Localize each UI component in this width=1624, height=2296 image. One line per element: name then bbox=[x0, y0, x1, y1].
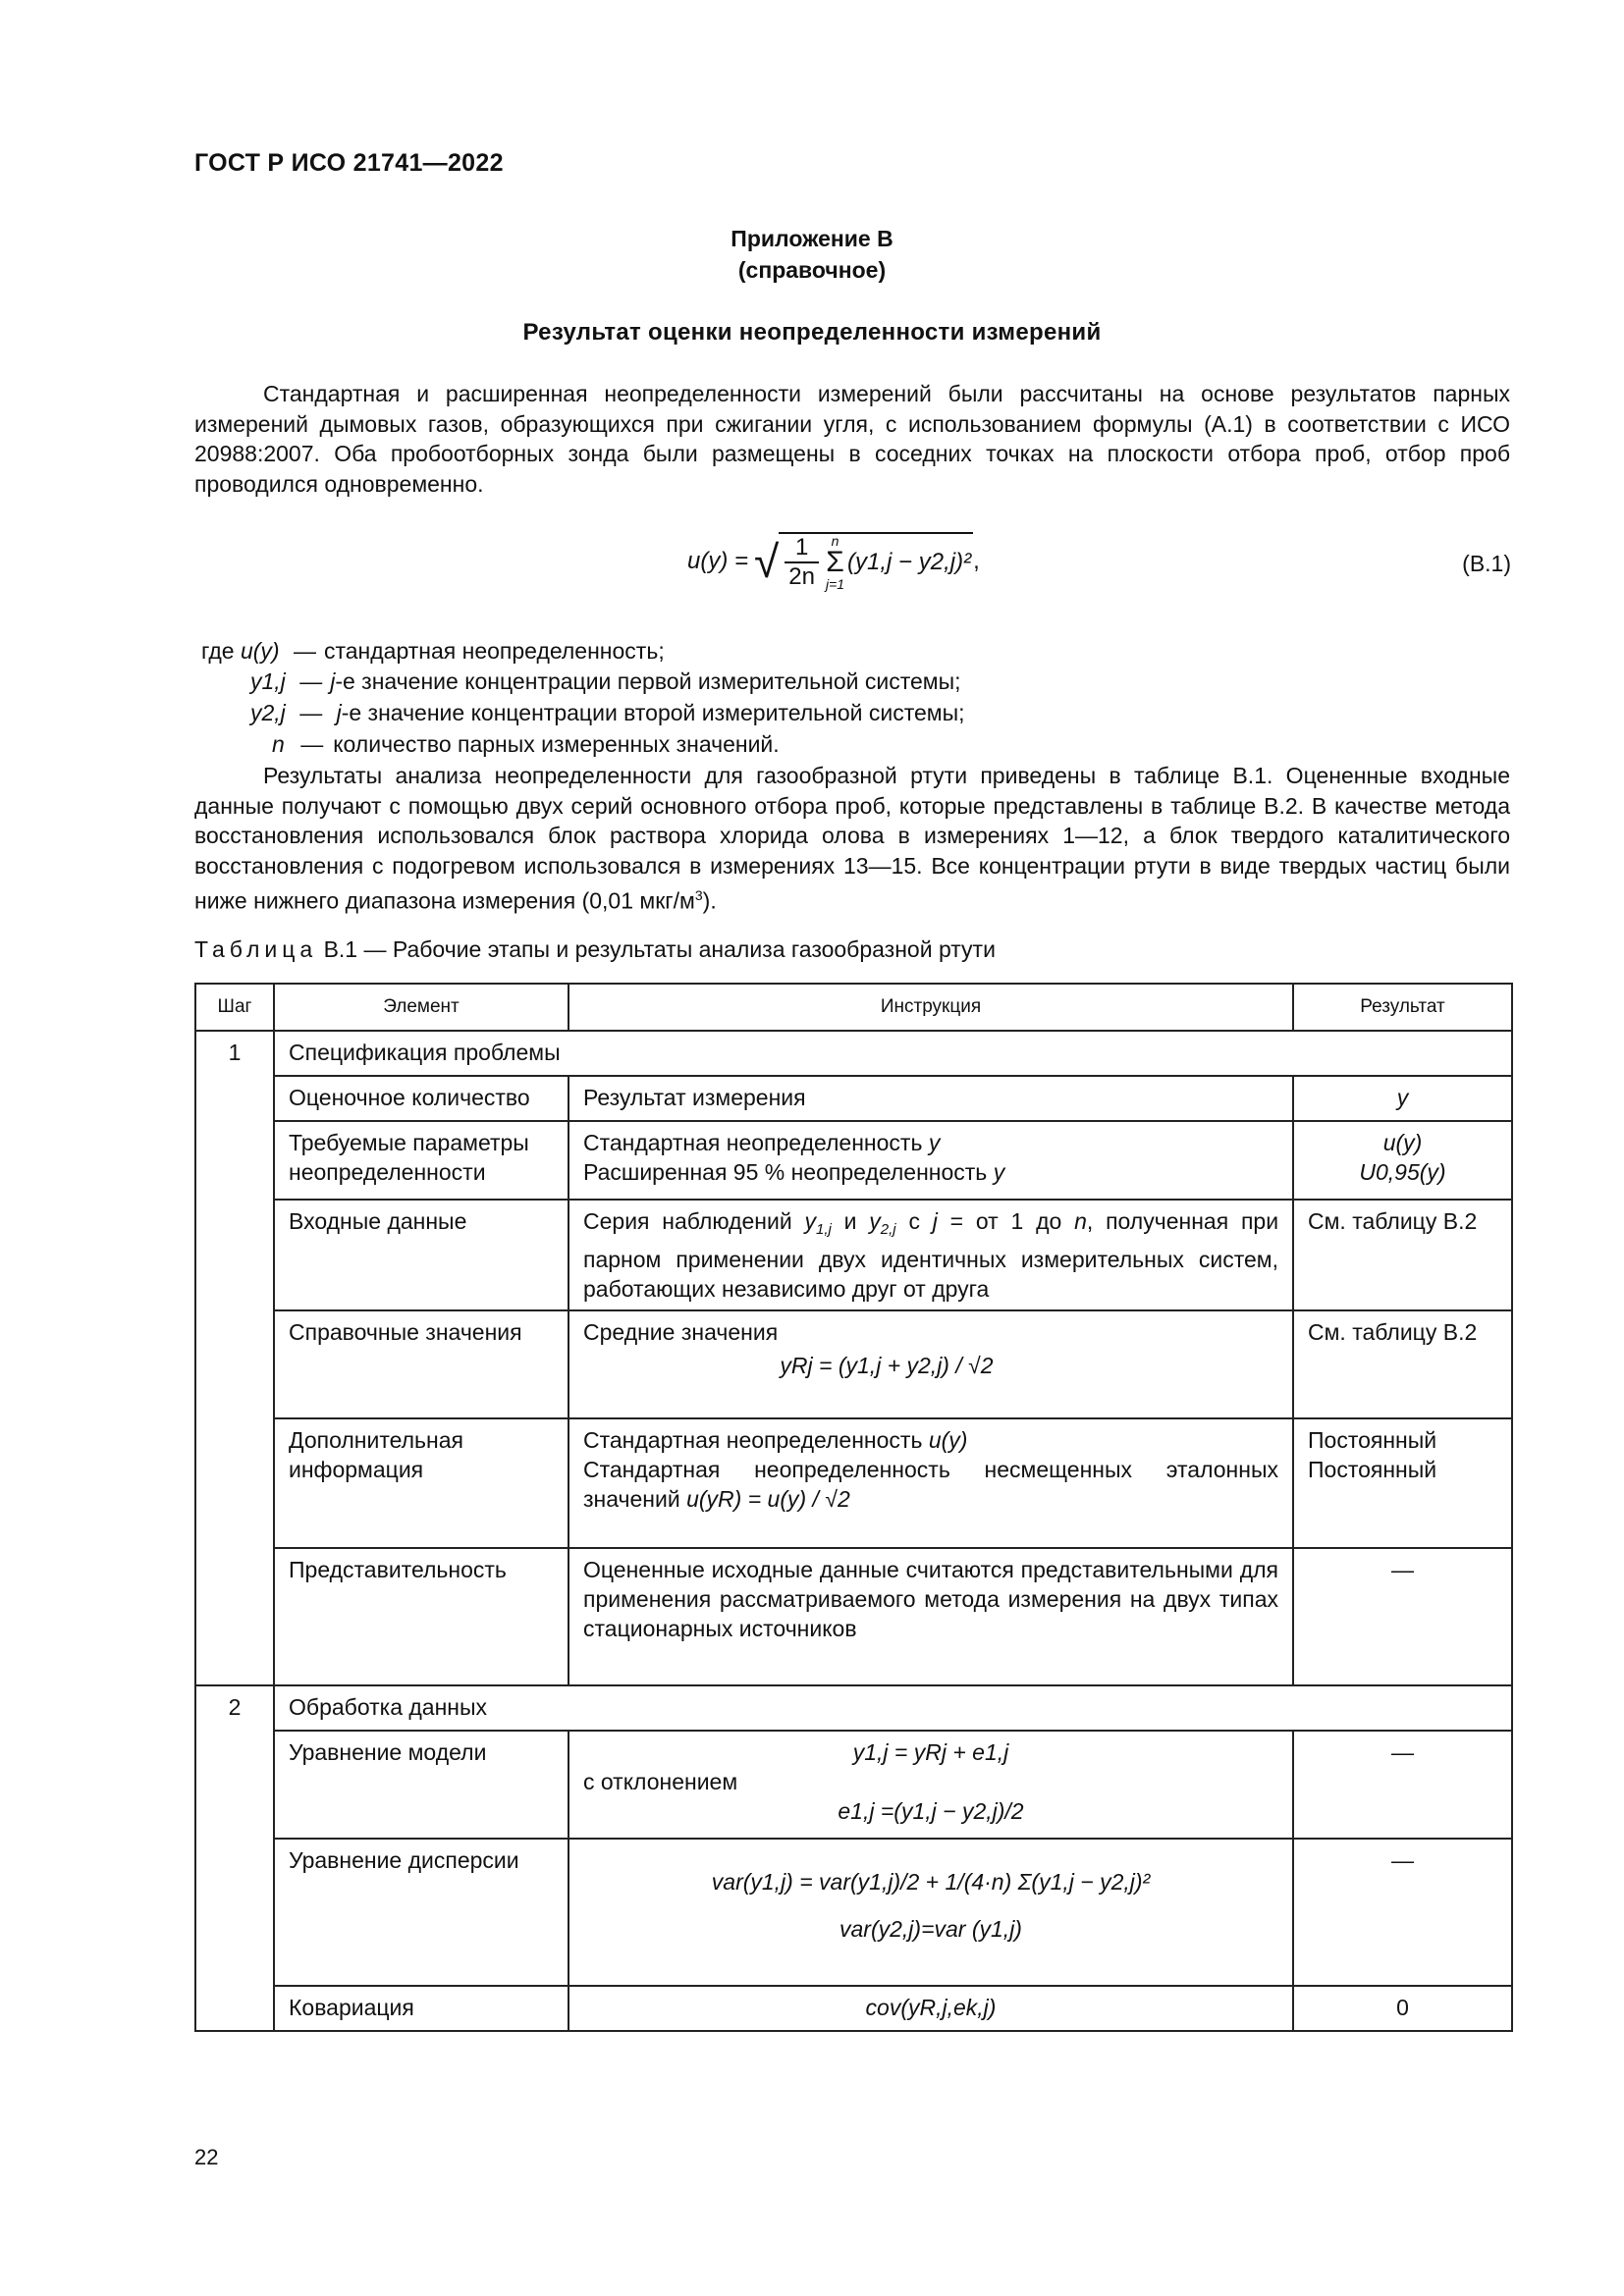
col-header-element: Элемент bbox=[274, 984, 568, 1031]
results-paragraph: Результаты анализа неопределенности для газообразной ртути приведены в таблице В.1. Оцененные входные данные получают с помощью двух серий основного отбора проб, которые представлены в таблице В.2. В качестве метода восстановления использовался блок раствора хлорида олова в измерениях 1—12, а блок твердого каталитического восстановления с подогревом использовался в измерениях 13—15. Все концентрации ртути в виде твердых частиц были ниже нижнего диапазона измерения (0,01 мкг/$м^3$). bbox=[194, 763, 1510, 914]
table-row bbox=[195, 1839, 1512, 1986]
col-header-instruction: Инструкция bbox=[568, 984, 1293, 1031]
cell-result: См. таблицу В.2 bbox=[1293, 1310, 1512, 1418]
cell-result: y bbox=[1293, 1076, 1512, 1121]
table-row bbox=[195, 1031, 1512, 1076]
table-row bbox=[195, 1076, 1512, 1121]
section-title: Результат оценки неопределенности измерений bbox=[522, 319, 1102, 346]
col-header-result: Результат bbox=[1293, 984, 1512, 1031]
cell-instruction: var(y1,j) = var(y1,j)/2 + 1/(4·n) Σ(y1,j − y2,j)² var(y2,j)=var (y1,j) bbox=[568, 1839, 1293, 1986]
formula-b1: u(y) = √ $\frac{1}{2n}$ n Σ j=1 (y1,j − y2,j)² , bbox=[687, 533, 980, 592]
cell-element: Входные данные bbox=[274, 1200, 568, 1310]
step-title: Спецификация проблемы bbox=[274, 1031, 1512, 1076]
table-row bbox=[195, 1548, 1512, 1685]
cell-instruction: y1,j = yRj + e1,j с отклонением e1,j =(y1,j − y2,j)/2 bbox=[568, 1731, 1293, 1839]
formula-body: (y1,j − y2,j)² bbox=[847, 549, 972, 575]
cell-instruction: Результат измерения bbox=[568, 1076, 1293, 1121]
step-title: Обработка данных bbox=[274, 1685, 1512, 1731]
step-number: 2 bbox=[195, 1685, 274, 2031]
table-header-row bbox=[195, 984, 1512, 1031]
page-number: 22 bbox=[194, 2145, 219, 2169]
where-item-y2: y2,j — j-е значение концентрации второй измерительной системы; bbox=[250, 700, 965, 725]
step-number: 1 bbox=[195, 1031, 274, 1685]
cell-instruction: Стандартная неопределенность u(y) Стандартная неопределенность несмещенных эталонных значений u(yR) = u(y) / √2 bbox=[568, 1418, 1293, 1548]
appendix-status: (справочное) bbox=[737, 257, 887, 283]
cell-instruction: Серия наблюдений $y_{1,j}$ и $y_{2,j}$ с j = от 1 до n, полученная при парном применении двух идентичных измерительных систем, работающих независимо друг от друга bbox=[568, 1200, 1293, 1310]
reference-formula: yRj = (y1,j + y2,j) / √2 bbox=[780, 1353, 994, 1378]
cell-element: Дополнительная информация bbox=[274, 1418, 568, 1548]
cell-result: — bbox=[1293, 1731, 1512, 1839]
cell-element: Уравнение дисперсии bbox=[274, 1839, 568, 1986]
variance-formula: var(y1,j) = var(y1,j)/2 + 1/(4·n) Σ(y1,j − y2,j)² bbox=[711, 1869, 1151, 1895]
table-caption: Таблица В.1 — Рабочие этапы и результаты анализа газообразной ртути bbox=[194, 936, 996, 962]
document-header: ГОСТ Р ИСО 21741—2022 bbox=[194, 149, 504, 177]
cell-element: Оценочное количество bbox=[274, 1076, 568, 1121]
cell-element: Ковариация bbox=[274, 1986, 568, 2031]
formula-number: (В.1) bbox=[1462, 551, 1511, 576]
cell-result: u(y) U0,95(y) bbox=[1293, 1121, 1512, 1200]
table-row bbox=[195, 1200, 1512, 1310]
where-item-y1: y1,j — j-е значение концентрации первой измерительной системы; bbox=[250, 668, 961, 694]
cell-instruction: Средние значения yRj = (y1,j + y2,j) / √2 bbox=[568, 1310, 1293, 1418]
table-row bbox=[195, 1731, 1512, 1839]
cell-result: 0 bbox=[1293, 1986, 1512, 2031]
where-item-n: n — количество парных измеренных значений. bbox=[272, 731, 780, 757]
formula-lhs: u(y) = bbox=[687, 548, 749, 574]
intro-paragraph: Стандартная и расширенная неопределенности измерений были рассчитаны на основе результатов парных измерений дымовых газов, образующихся при сжигании угля, с использованием формулы (А.1) в соответствии с ИСО 20988:2007. Оба пробоотборных зонда были размещены в соседних точках на плоскости отбора проб, отбор проб проводился одновременно. bbox=[194, 381, 1510, 497]
cell-element: Уравнение модели bbox=[274, 1731, 568, 1839]
cell-element: Представительность bbox=[274, 1548, 568, 1685]
cell-result: Постоянный Постоянный bbox=[1293, 1418, 1512, 1548]
cell-element: Справочные значения bbox=[274, 1310, 568, 1418]
table-row bbox=[195, 1685, 1512, 1731]
cell-instruction: Оцененные исходные данные считаются представительными для применения рассматриваемого метода измерения на двух типах стационарных источников bbox=[568, 1548, 1293, 1685]
results-table bbox=[194, 983, 1513, 2032]
table-row bbox=[195, 1310, 1512, 1418]
table-row bbox=[195, 1121, 1512, 1200]
appendix-label: Приложение В bbox=[731, 226, 893, 251]
table-row bbox=[195, 1418, 1512, 1548]
cell-instruction: cov(yR,j,ek,j) bbox=[568, 1986, 1293, 2031]
cell-instruction: Стандартная неопределенность y Расширенная 95 % неопределенность y bbox=[568, 1121, 1293, 1200]
table-row bbox=[195, 1986, 1512, 2031]
cell-result: См. таблицу В.2 bbox=[1293, 1200, 1512, 1310]
cell-result: — bbox=[1293, 1548, 1512, 1685]
cell-result: — bbox=[1293, 1839, 1512, 1986]
col-header-step: Шаг bbox=[195, 984, 274, 1031]
where-lead: где u(y) — стандартная неопределенность; bbox=[201, 638, 665, 664]
cell-element: Требуемые параметры неопределенности bbox=[274, 1121, 568, 1200]
